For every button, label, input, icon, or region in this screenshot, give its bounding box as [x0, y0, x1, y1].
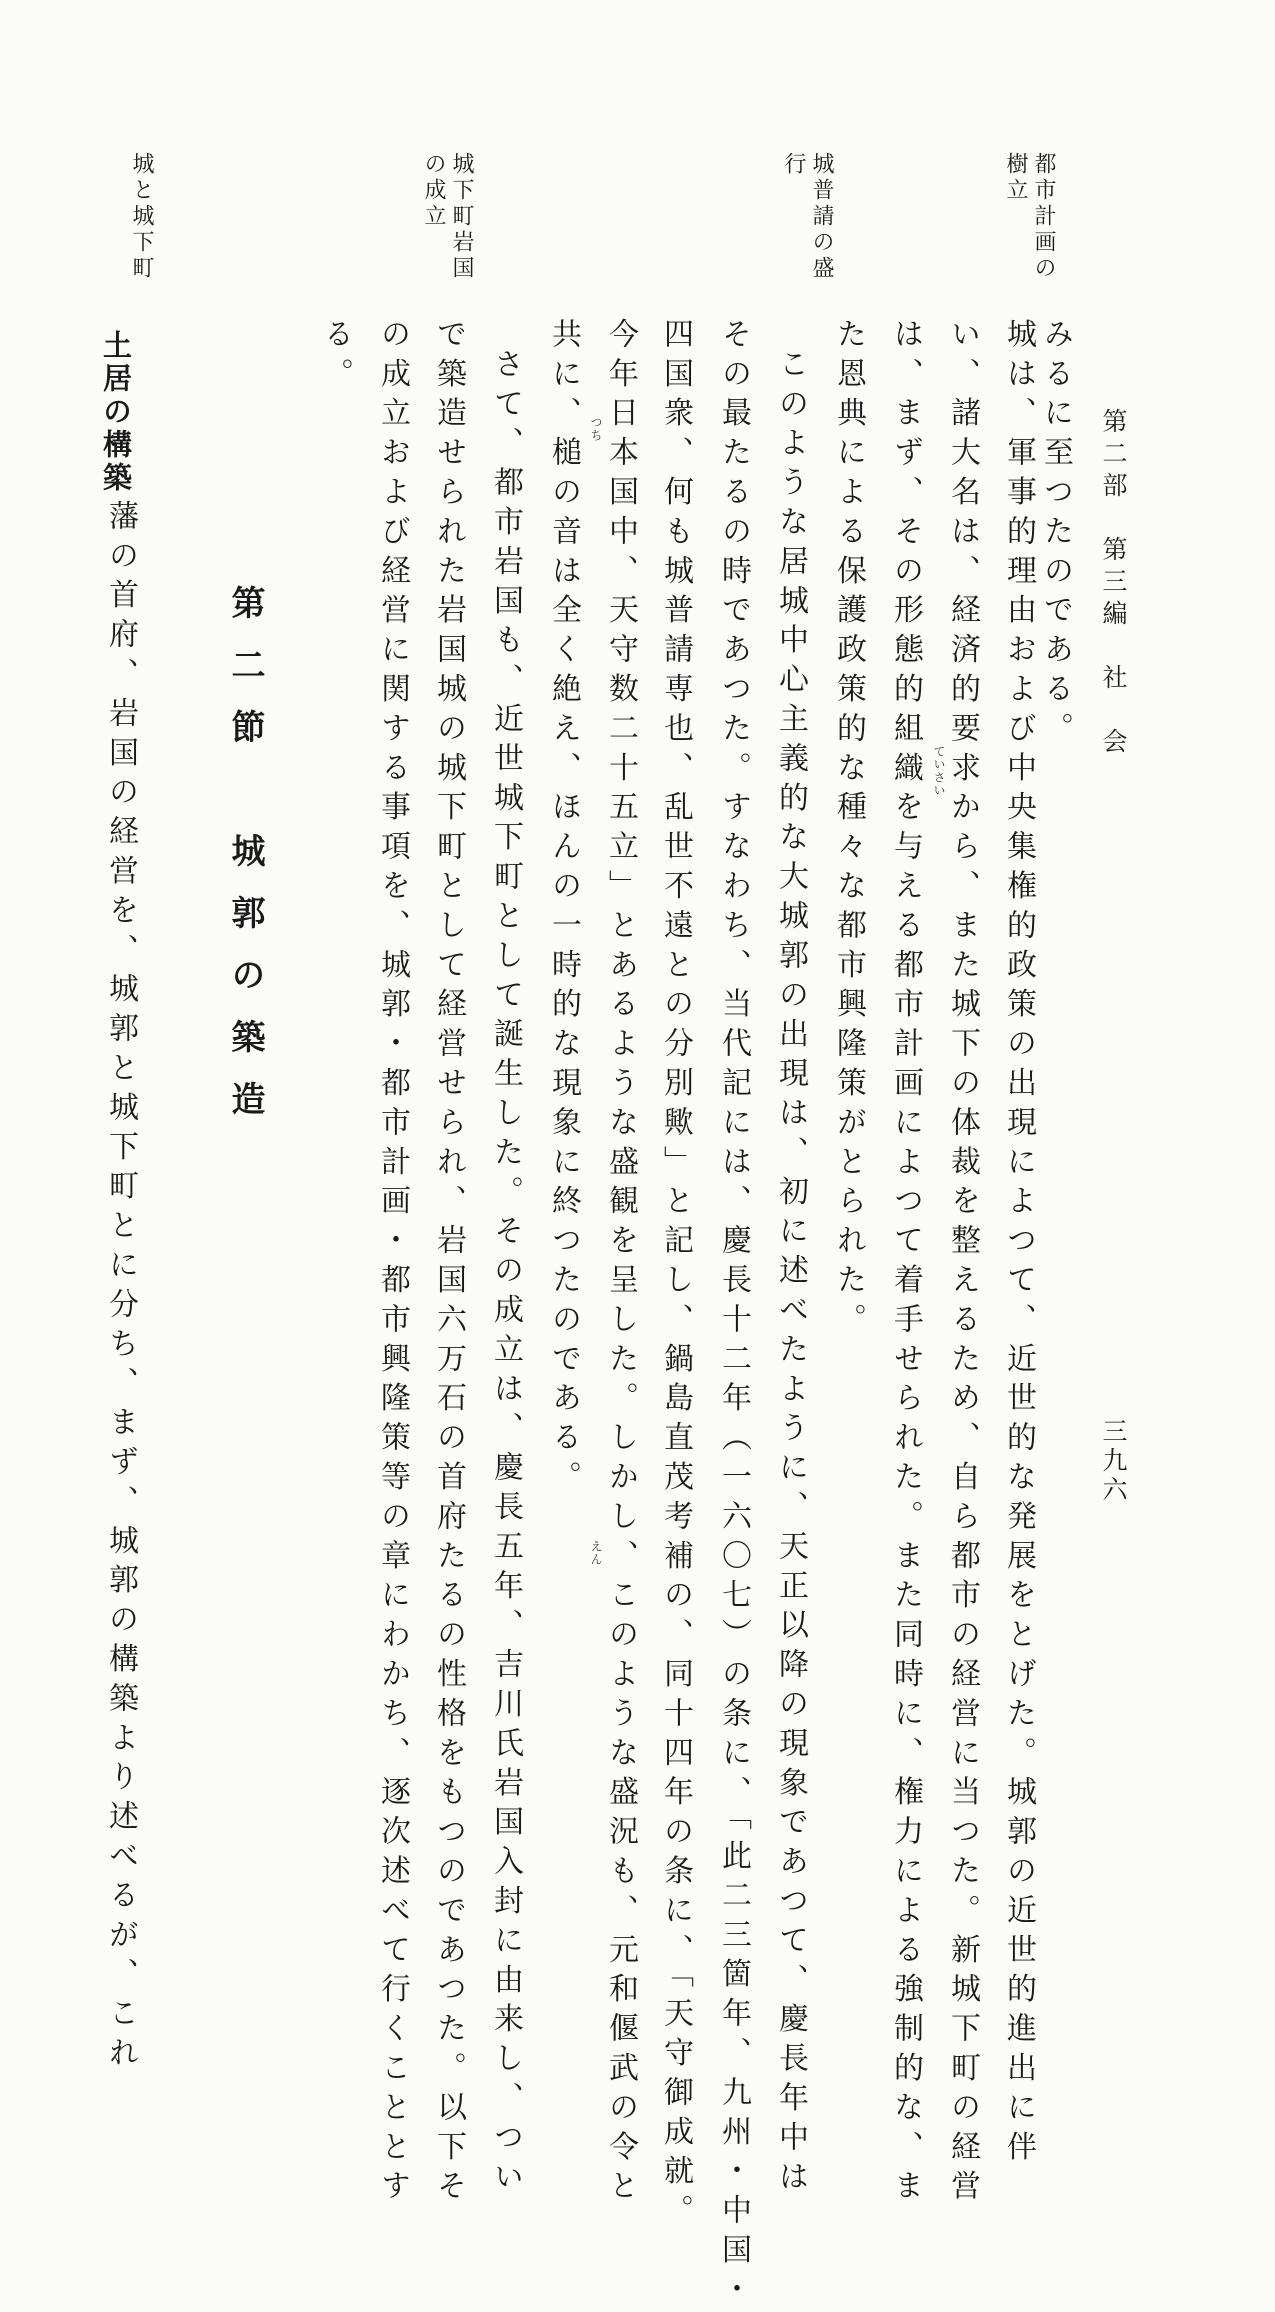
body-line-14: る。	[318, 318, 353, 397]
body-line-13: の成立および経営に関する事項を、城郭・都市計画・都市興隆策等の章にわかち、逐次述べて行くこととす	[375, 318, 410, 2210]
margin-note-jokamachi-iwakuni: 城下町岩国の成立	[421, 152, 474, 282]
body-line-12: で築造せられた岩国城の城下町として経営せられ、岩国六万石の首府たるの性格をもつのであつた。以下そ	[431, 318, 466, 2210]
margin-note-toshi-keikaku: 都市計画の樹立	[1003, 152, 1056, 282]
margin-note-shiro-bushin: 城普請の盛行	[781, 152, 834, 282]
ruby-en: えん	[589, 1540, 603, 1566]
body-line-6: このような居城中心主義的な大城郭の出現は、初に述べたように、天正以降の現象であつて、慶長年中は	[773, 348, 808, 2200]
ruby-teisai: ていさい	[932, 745, 946, 797]
subhead-doi-no-kochiku: 土居の構築	[99, 330, 133, 495]
running-header: 第二部 第三編 社 会	[1099, 408, 1128, 760]
body-line-5: た恩典による保護政策的な種々な都市興隆策がとられた。	[831, 318, 866, 1343]
body-line-7: その最たるの時であつた。すなわち、当代記には、慶長十二年（一六〇七）の条に、「此二三箇年、九州・中国・	[716, 318, 751, 2312]
body-line-15: 藩の首府、岩国の経営を、城郭と城下町とに分ち、まず、城郭の構築より述べるが、これ	[103, 500, 138, 2076]
body-line-2: 城は、軍事的理由および中央集権的政策の出現によつて、近世的な発展をとげた。城郭の近世的進出に伴	[1001, 318, 1036, 2170]
margin-note-shiro-to-jokamachi: 城と城下町	[129, 152, 154, 282]
body-line-4: は、まず、その形態的組織を与える都市計画によつて着手せられた。また同時に、権力による強制的な、ま	[888, 318, 923, 2210]
page-number: 三九六	[1099, 1418, 1128, 1505]
body-line-9: 今年日本国中、天守数二十五立」とあるような盛観を呈した。しかし、このような盛況も、元和偃武の令と	[603, 318, 638, 2210]
body-line-11: さて、都市岩国も、近世城下町として誕生した。その成立は、慶長五年、吉川氏岩国入封に由来し、つい	[488, 348, 523, 2200]
body-line-1: みるに至つたのである。	[1038, 318, 1073, 752]
section-title: 第二節 城郭の築造	[225, 585, 265, 1143]
body-line-10: 共に、槌の音は全く絶え、ほんの一時的な現象に終つたのである。	[546, 318, 581, 1500]
body-line-3: い、諸大名は、経済的要求から、また城下の体裁を整えるため、自ら都市の経営に当つた。新城下町の経営	[945, 318, 980, 2210]
ruby-tsuchi: つち	[589, 416, 603, 442]
body-line-8: 四国衆、何も城普請専也、乱世不遠との分別歟」と記し、鍋島直茂考補の、同十四年の条に、「天守御成就。	[658, 318, 693, 2234]
